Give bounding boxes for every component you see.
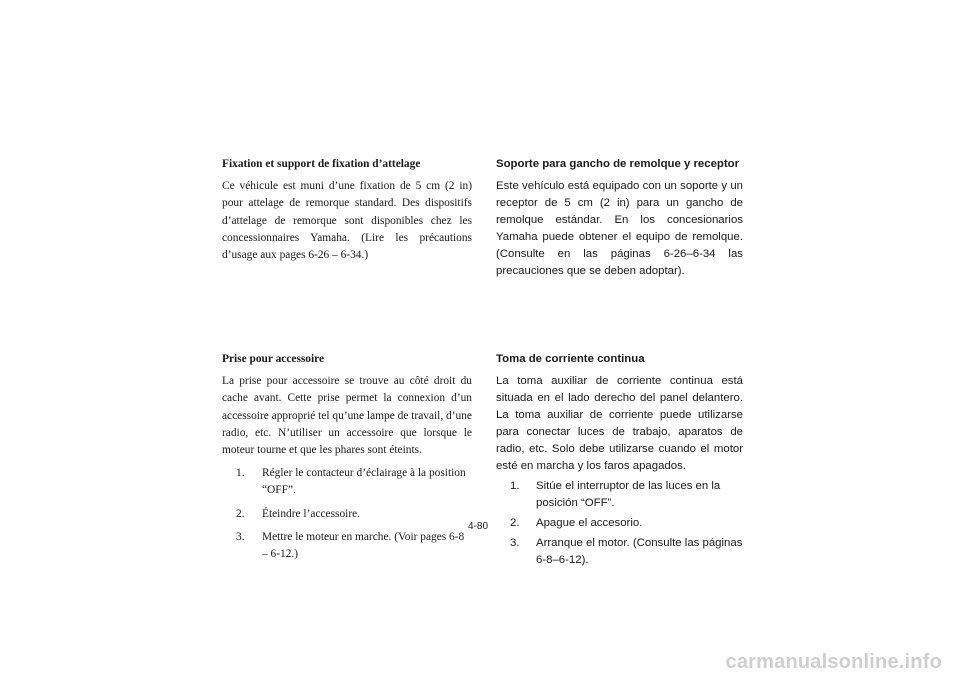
- es-hitch-body: Este vehículo está equipado con un soporte y un receptor de 5 cm (2 in) para un gancho de remolque estándar. En los concesionarios Yamaha puede obtener el equipo de remolque. (Consulte en las páginas 6-26–6-34 las precauciones que se deben adoptar).: [496, 180, 743, 277]
- es-step-3-text: Arranque el motor. (Consulte las páginas 6-8–6-12).: [536, 537, 743, 566]
- fr-section-hitch: [222, 156, 472, 264]
- es-section-hitch: [496, 156, 743, 280]
- es-step-2-number: 2.: [510, 517, 520, 529]
- fr-step-2-number: 2.: [236, 507, 245, 520]
- es-step-1-number: 1.: [510, 480, 520, 492]
- es-step-1-text: Sitúe el interruptor de las luces en la posición “OFF”.: [536, 480, 721, 509]
- es-step-3-number: 3.: [510, 537, 520, 549]
- fr-step-2: [236, 506, 472, 523]
- fr-step-3-number: 3.: [236, 530, 245, 543]
- es-hitch-heading: Soporte para gancho de remolque y receptor: [496, 158, 740, 170]
- es-dc-outlet-steps: [496, 478, 743, 569]
- es-step-2-text: Apague el accesorio.: [536, 517, 643, 529]
- es-dc-outlet-heading: Toma de corriente continua: [496, 353, 645, 365]
- fr-accessory-steps: [222, 465, 472, 563]
- es-section-dc-outlet: [496, 351, 743, 569]
- fr-step-1-number: 1.: [236, 467, 245, 480]
- es-step-2: [510, 515, 743, 532]
- fr-section-accessory: [222, 351, 472, 563]
- page-number: 4-80: [468, 521, 489, 532]
- fr-hitch-heading: Fixation et support de fixation d’attelage: [222, 158, 421, 170]
- fr-accessory-body: La prise pour accessoire se trouve au côté droit du cache avant. Cette prise permet la connexion d’un accessoire approprié tel qu’une lampe de travail, d’une radio, etc. N’utiliser un accessoire que lorsque le moteur tourne et que les phares sont éteints.: [222, 375, 472, 457]
- fr-step-1-text: Régler le contacteur d’éclairage à la position “OFF”.: [262, 467, 466, 497]
- fr-step-3-text: Mettre le moteur en marche. (Voir pages 6-8 – 6-12.): [262, 530, 465, 561]
- es-dc-outlet-body: La toma auxiliar de corriente continua está situada en el lado derecho del panel delantero. La toma auxiliar de corriente puede utilizarse para conectar luces de trabajo, aparatos de radio, etc. Solo debe utilizarse cuando el motor esté en marcha y los faros apagados.: [496, 375, 743, 472]
- fr-step-1: [236, 465, 472, 499]
- fr-step-2-text: Éteindre l’accessoire.: [262, 507, 361, 520]
- watermark: carmanualsonline.info: [725, 651, 942, 673]
- fr-hitch-body: Ce véhicule est muni d’une fixation de 5 cm (2 in) pour attelage de remorque standard. Des dispositifs d’attelage de remorque sont disponibles chez les concessionnaires Yamaha. (Lire les précautions d’usage aux pages 6-26 – 6-34.): [222, 180, 472, 262]
- fr-accessory-heading: Prise pour accessoire: [222, 353, 325, 365]
- es-step-1: [510, 478, 743, 512]
- es-step-3: [510, 535, 743, 569]
- fr-step-3: [236, 529, 472, 563]
